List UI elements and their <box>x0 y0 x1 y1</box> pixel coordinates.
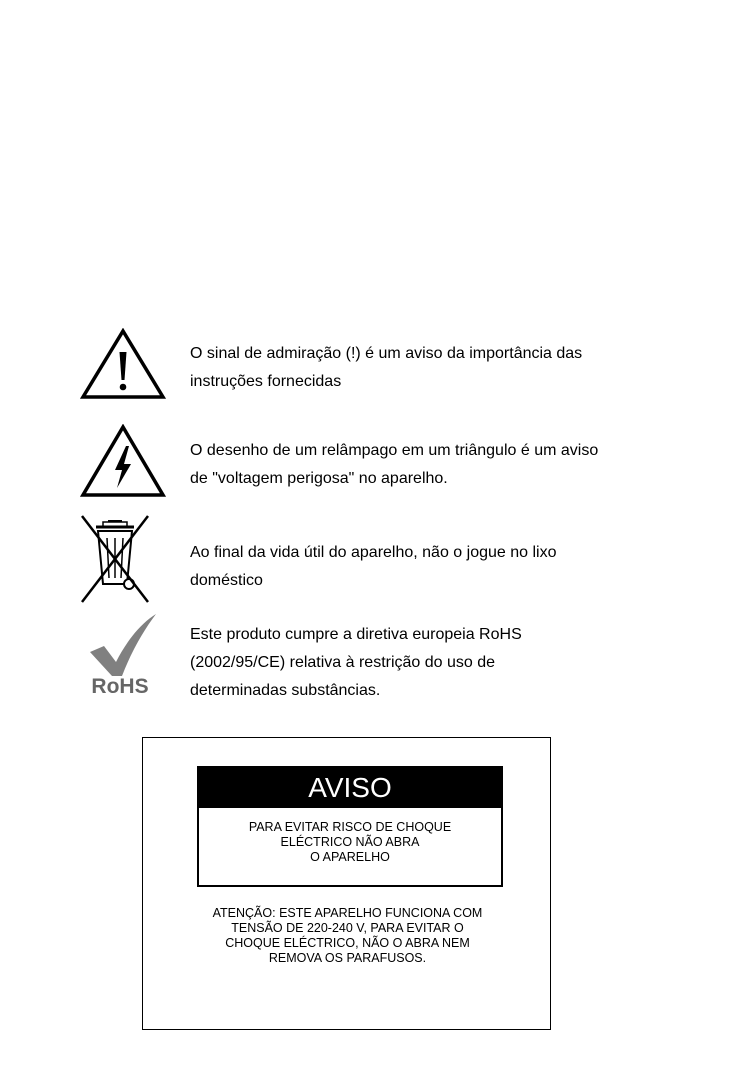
symbol-description-rohs: Este produto cumpre a diretiva europeia RoHS (2002/95/CE) relativa à restrição do uso de determinadas substâncias. <box>190 626 522 699</box>
rohs-logo-text: RoHS <box>91 675 149 696</box>
aviso-body: PARA EVITAR RISCO DE CHOQUE ELÉCTRICO NÃO ABRA O APARELHO <box>248 820 452 864</box>
lightning-triangle-icon <box>80 424 166 498</box>
warning-panel <box>142 737 551 1030</box>
aviso-title: AVISO <box>199 768 501 808</box>
attention-text: ATENÇÃO: ESTE APARELHO FUNCIONA COM TENSÃO DE 220-240 V, PARA EVITAR O CHOQUE ELÉCTRICO, NÃO O ABRA NEM REMOVA OS PARAFUSOS. <box>212 906 483 965</box>
rohs-icon <box>78 612 162 696</box>
aviso-box <box>197 766 503 887</box>
exclamation-triangle-icon <box>80 328 166 400</box>
crossed-bin-icon <box>80 514 150 604</box>
symbol-description-exclamation: O sinal de admiração (!) é um aviso da importância das instruções fornecidas <box>190 345 583 390</box>
symbol-description-lightning: O desenho de um relâmpago em um triângulo é um aviso de "voltagem perigosa" no aparelho. <box>190 442 599 487</box>
symbol-description-disposal: Ao final da vida útil do aparelho, não o jogue no lixo doméstico <box>190 544 557 589</box>
